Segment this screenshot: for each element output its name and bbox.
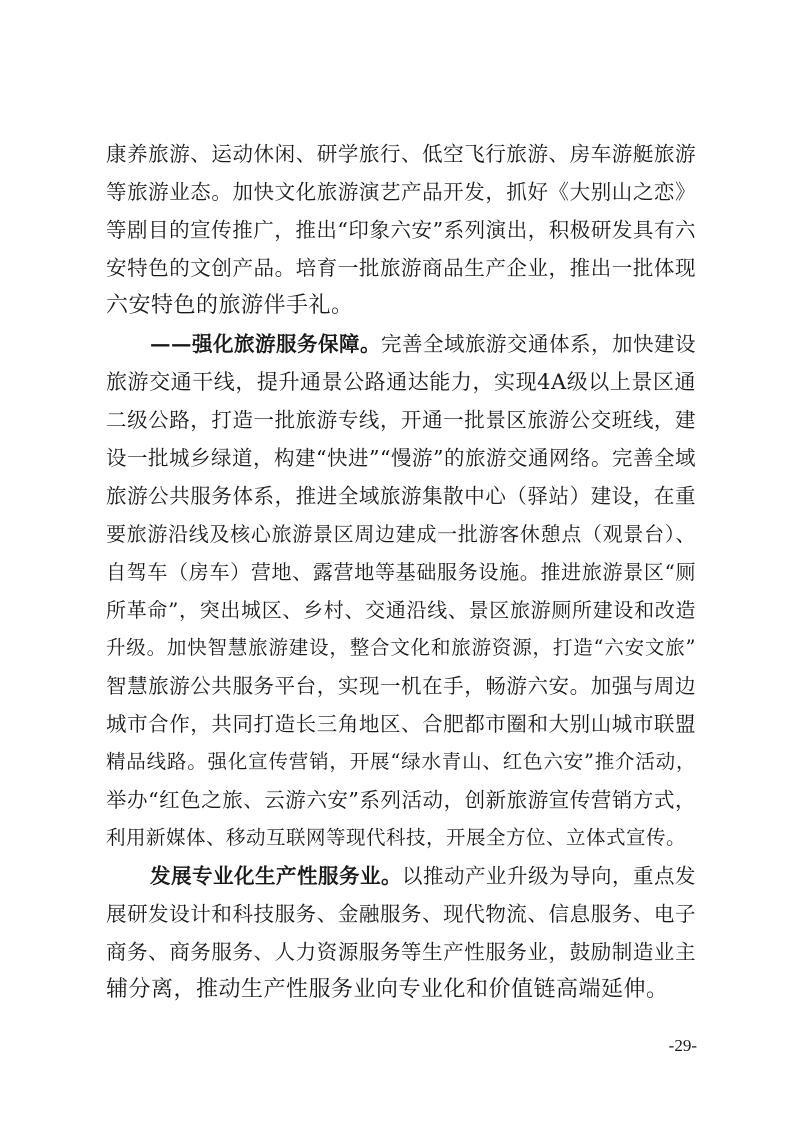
- text-line: 精品线路。强化宣传营销，开展“绿水青山、红色六安”推介活动，: [106, 750, 696, 773]
- page-number: -29-: [668, 1036, 697, 1055]
- document-body: [106, 135, 696, 1009]
- text-line: 升级。加快智慧旅游建设，整合文化和旅游资源，打造“六安文旅”: [106, 636, 696, 659]
- paragraph-tourism-services: [106, 325, 696, 857]
- text-line: 等剧目的宣传推广，推出“印象六安”系列演出，积极研发具有六: [106, 218, 696, 242]
- text-line: [106, 325, 696, 363]
- text-line: 康养旅游、运动休闲、研学旅行、低空飞行旅游、房车游艇旅游: [106, 142, 696, 166]
- text-line-rest: 完善全域旅游交通体系，加快建设: [381, 332, 696, 356]
- section-heading: 发展专业化生产性服务业。: [150, 864, 402, 888]
- text-line: 辅分离，推动生产性服务业向专业化和价值链高端延伸。: [106, 977, 669, 1002]
- text-line: 设一批城乡绿道，构建“快进”“慢游”的旅游交通网络。完善全域: [106, 446, 696, 470]
- paragraph-tourism-products: [106, 135, 696, 325]
- text-line: 旅游交通干线，提升通景公路通达能力，实现4A级以上景区通: [106, 370, 696, 394]
- text-line: 等旅游业态。加快文化旅游演艺产品开发，抓好《大别山之恋》: [106, 180, 696, 204]
- text-line: 城市合作，共同打造长三角地区、合肥都市圈和大别山城市联盟: [106, 712, 696, 736]
- text-line: 所革命”，突出城区、乡村、交通沿线、景区旅游厕所建设和改造: [106, 598, 696, 622]
- text-line: 展研发设计和科技服务、金融服务、现代物流、信息服务、电子: [106, 902, 696, 926]
- text-line: [106, 857, 696, 895]
- text-line: 自驾车（房车）营地、露营地等基础服务设施。推进旅游景区“厕: [106, 560, 696, 584]
- text-line: 二级公路，打造一批旅游专线，开通一批景区旅游公交班线，建: [106, 408, 696, 432]
- text-line: 六安特色的旅游伴手礼。: [106, 293, 354, 318]
- text-line: 利用新媒体、移动互联网等现代科技，开展全方位、立体式宣传。: [106, 826, 687, 849]
- text-line: 智慧旅游公共服务平台，实现一机在手，畅游六安。加强与周边: [106, 674, 696, 698]
- text-line: 安特色的文创产品。培育一批旅游商品生产企业，推出一批体现: [106, 256, 696, 280]
- text-line-rest: 以推动产业升级为导向，重点发: [402, 864, 696, 888]
- section-heading: ——强化旅游服务保障。: [150, 332, 381, 356]
- text-line: 商务、商务服务、人力资源服务等生产性服务业，鼓励制造业主: [106, 940, 696, 964]
- text-line: 举办“红色之旅、云游六安”系列活动，创新旅游宣传营销方式，: [106, 788, 696, 812]
- paragraph-producer-services: [106, 857, 696, 1009]
- text-line: 要旅游沿线及核心旅游景区周边建成一批游客休憩点（观景台）、: [106, 522, 696, 546]
- text-line: 旅游公共服务体系，推进全域旅游集散中心（驿站）建设，在重: [106, 484, 696, 508]
